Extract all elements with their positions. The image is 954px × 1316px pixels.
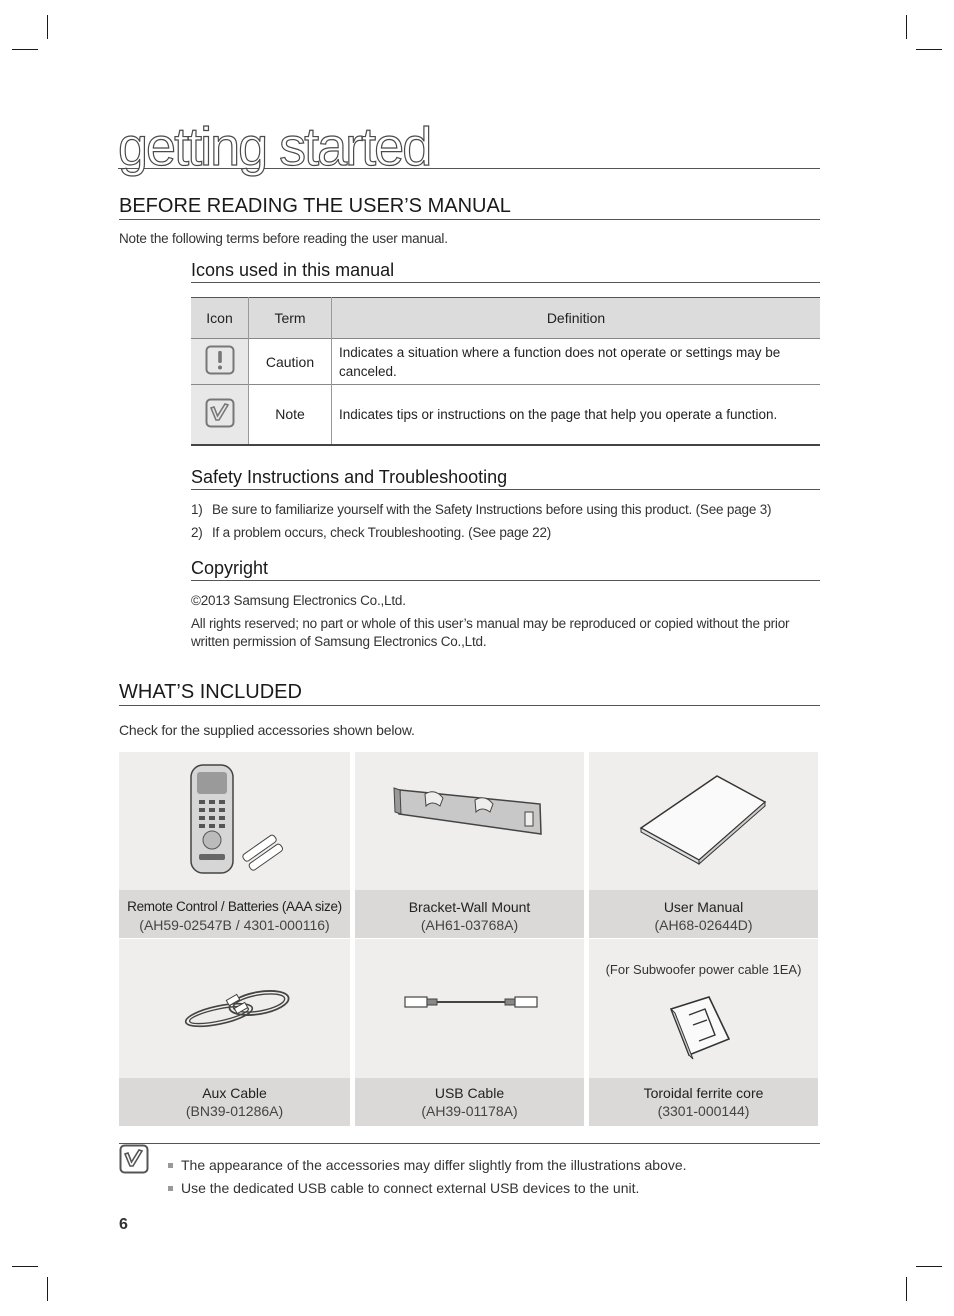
accessory-image-aux-cable xyxy=(119,939,350,1078)
subheading-copyright: Copyright xyxy=(191,558,820,581)
accessory-name: Bracket-Wall Mount xyxy=(408,899,531,915)
crop-mark xyxy=(47,15,48,39)
definition-note: Indicates tips or instructions on the page that help you operate a function. xyxy=(332,385,821,445)
safety-item-num: 1) xyxy=(191,502,203,517)
ferrite-core-icon xyxy=(589,979,818,1078)
note-icon xyxy=(119,1144,149,1179)
note-item: Use the dedicated USB cable to connect external USB devices to the unit. xyxy=(168,1180,639,1196)
accessory-image-usb-cable xyxy=(355,939,584,1078)
header-term: Term xyxy=(249,298,332,339)
accessory-name: User Manual xyxy=(663,899,744,915)
accessory-name: Remote Control / Batteries (AAA size) xyxy=(127,899,342,914)
crop-mark xyxy=(906,15,907,39)
accessory-code: (3301-000144) xyxy=(657,1103,750,1119)
accessory-caption xyxy=(119,1078,350,1126)
safety-item-num: 2) xyxy=(191,525,203,540)
accessory-name: Aux Cable xyxy=(202,1085,267,1101)
term-caution: Caution xyxy=(249,339,332,385)
crop-mark xyxy=(12,1266,38,1267)
accessory-name: Toroidal ferrite core xyxy=(643,1085,764,1101)
crop-mark xyxy=(47,1277,48,1301)
section-heading-whats-included: WHAT’S INCLUDED xyxy=(119,681,820,706)
accessory-caption xyxy=(119,890,350,938)
safety-item-text: If a problem occurs, check Troubleshooting. (See page 22) xyxy=(212,525,552,540)
icons-table xyxy=(191,297,820,446)
accessory-caption xyxy=(589,890,818,938)
table-row xyxy=(191,339,820,385)
remote-control-icon xyxy=(119,752,350,890)
notes-divider xyxy=(119,1143,820,1144)
page-number: 6 xyxy=(119,1216,128,1233)
wall-bracket-icon xyxy=(355,752,584,890)
table-row xyxy=(191,385,820,445)
term-note: Note xyxy=(249,385,332,445)
subheading-safety: Safety Instructions and Troubleshooting xyxy=(191,467,820,490)
chapter-title-text: getting started xyxy=(118,117,431,177)
table-header-row xyxy=(191,298,820,339)
accessory-code: (BN39-01286A) xyxy=(185,1103,284,1119)
accessory-code: (AH39-01178A) xyxy=(421,1103,518,1119)
section-intro: Note the following terms before reading the user manual. xyxy=(119,231,448,246)
accessory-image-bracket xyxy=(355,752,584,890)
accessory-caption xyxy=(589,1078,818,1126)
crop-mark xyxy=(906,1277,907,1301)
definition-caution: Indicates a situation where a function does not operate or settings may be canceled. xyxy=(332,339,821,385)
accessory-image-remote xyxy=(119,752,350,890)
aux-cable-icon xyxy=(119,939,350,1078)
copyright-text: written permission of Samsung Electronics Co.,Ltd. xyxy=(191,634,487,649)
chapter-title xyxy=(118,112,820,177)
header-icon: Icon xyxy=(191,298,249,339)
caution-icon xyxy=(191,339,249,385)
crop-mark xyxy=(916,1266,942,1267)
accessory-name: USB Cable xyxy=(434,1085,505,1101)
copyright-text: All rights reserved; no part or whole of this user’s manual may be reproduced or copied without the prior xyxy=(191,616,790,631)
accessory-code: (AH61-03768A) xyxy=(420,917,519,933)
crop-mark xyxy=(12,49,38,50)
accessory-caption xyxy=(355,890,584,938)
section-heading-before-reading: BEFORE READING THE USER’S MANUAL xyxy=(119,195,820,220)
ferrite-note: (For Subwoofer power cable 1EA) xyxy=(605,962,802,977)
accessory-code: (AH68-02644D) xyxy=(654,917,753,933)
usb-cable-icon xyxy=(355,939,584,1078)
accessory-image-manual xyxy=(589,752,818,890)
safety-item-text: Be sure to familiarize yourself with the Safety Instructions before using this product. (See page 3) xyxy=(212,502,772,517)
header-definition: Definition xyxy=(332,298,821,339)
note-item: The appearance of the accessories may differ slightly from the illustrations above. xyxy=(168,1157,687,1173)
crop-mark xyxy=(916,49,942,50)
accessory-image-ferrite xyxy=(589,939,818,1078)
note-icon xyxy=(191,385,249,445)
user-manual-icon xyxy=(589,752,818,890)
copyright-line: ©2013 Samsung Electronics Co.,Ltd. xyxy=(191,593,406,608)
subheading-icons: Icons used in this manual xyxy=(191,260,820,283)
accessory-caption xyxy=(355,1078,584,1126)
accessory-code: (AH59-02547B / 4301-000116) xyxy=(139,917,330,933)
section-intro: Check for the supplied accessories shown below. xyxy=(119,722,415,738)
